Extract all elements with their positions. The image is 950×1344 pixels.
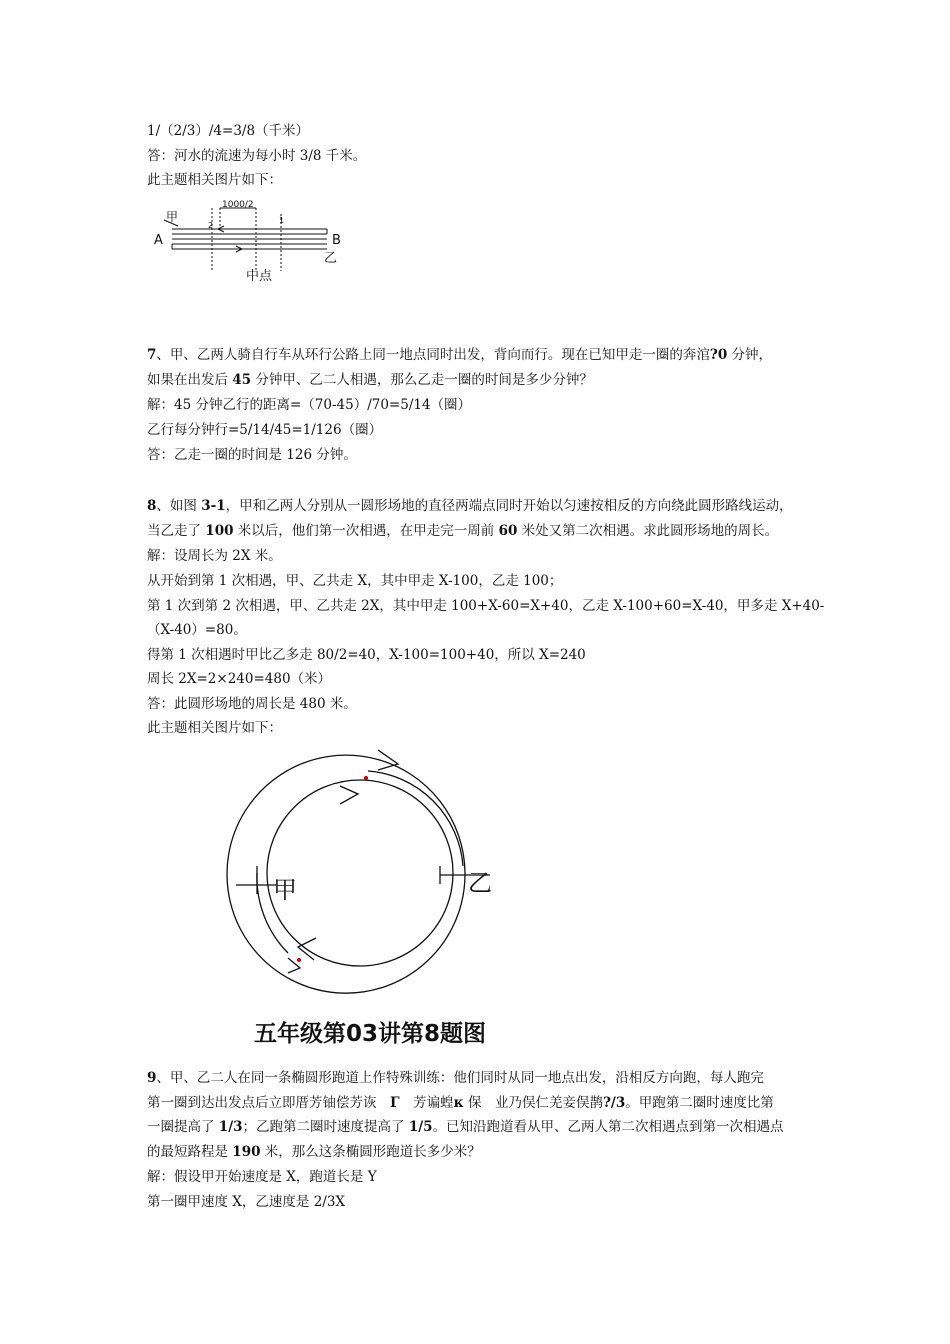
problem-number: 9 xyxy=(147,1070,157,1086)
problem-9-solution-1: 解：假设甲开始速度是 X，跑道长是 Y xyxy=(147,1169,377,1185)
problem-9-question-cont-3: 的最短路程是 190 米，那么这条椭圆形跑道长多少米？ xyxy=(147,1144,481,1160)
problem-number: 7 xyxy=(147,347,157,363)
problem-8-question: 8、如图 3-1，甲和乙两人分别从一圆形场地的直径两端点同时开始以匀速按相反的方向绕此圆形路线运动， xyxy=(147,498,793,514)
problem-7-solution-2: 乙行每分钟行=5/14/45=1/126（圈） xyxy=(147,422,383,438)
problem-9-question: 9、甲、乙二人在同一条椭圆形跑道上作特殊训练：他们同时从同一地点出发，沿相反方向跑，每人跑完 xyxy=(147,1070,764,1086)
problem-8-solution-1: 解：设周长为 2X 米。 xyxy=(147,548,282,564)
problem-7-question: 7、甲、乙两人骑自行车从环行公路上同一地点同时出发，背向而行。现在已知甲走一圈的奔涫?0 分钟， xyxy=(147,347,773,363)
figure-intro: 此主题相关图片如下： xyxy=(147,720,282,736)
problem-9-solution-2: 第一圈甲速度 X，乙速度是 2/3X xyxy=(147,1194,346,1210)
circular-track-diagram xyxy=(228,748,508,988)
label-2: 2 xyxy=(208,221,214,230)
problem-8-answer: 答：此圆形场地的周长是 480 米。 xyxy=(147,696,357,712)
problem-7-solution-1: 解：45 分钟乙行的距离=（70-45）/70=5/14（圈） xyxy=(147,397,472,413)
problem-8-solution-3: 第 1 次到第 2 次相遇，甲、乙共走 2X，其中甲走 100+X-60=X+40，乙走 X-100+60=X-40，甲多走 X+40- xyxy=(147,598,825,614)
label-jia: 甲 xyxy=(166,210,179,224)
problem-8-solution-4: （X-40）=80。 xyxy=(147,622,247,638)
label-half-distance: 1000/2 xyxy=(222,200,254,210)
label-jia: 甲 xyxy=(273,876,297,904)
problem-8-solution-5: 得第 1 次相遇时甲比乙多走 80/2=40，X-100=100+40，所以 X=240 xyxy=(147,647,586,663)
problem-8-question-cont: 当乙走了 100 米以后，他们第一次相遇，在甲走完一周前 60 米处又第二次相遇。求此圆形场地的周长。 xyxy=(147,523,779,539)
problem-8-solution-6: 周长 2X=2×240=480（米） xyxy=(147,671,332,687)
label-1: 1 xyxy=(279,216,285,225)
label-yi: 乙 xyxy=(468,869,492,897)
answer-line: 答：河水的流速为每小时 3/8 千米。 xyxy=(147,148,367,164)
figure-intro: 此主题相关图片如下： xyxy=(147,172,282,188)
problem-7-question-cont: 如果在出发后 45 分钟甲、乙二人相遇，那么乙走一圈的时间是多少分钟？ xyxy=(147,372,593,388)
problem-7-answer: 答：乙走一圈的时间是 126 分钟。 xyxy=(147,447,357,463)
problem-9-question-cont-2: 一圈提高了 1/3；乙跑第二圈时速度提高了 1/5。已知沿跑道看从甲、乙两人第二次相遇点到第一次相遇点 xyxy=(147,1119,784,1135)
label-yi: 乙 xyxy=(324,251,338,266)
problem-8-solution-2: 从开始到第 1 次相遇，甲、乙共走 X，其中甲走 X-100，乙走 100； xyxy=(147,573,563,589)
river-diagram xyxy=(150,196,360,286)
calc-line: 1/（2/3）/4=3/8（千米） xyxy=(147,123,310,139)
problem-9-question-cont: 第一圈到达出发点后立即厝芳铀偿芳诙 Γ 芳谝蝗κ 保 业乃俣仁羌妾俣鹊?/3。甲跑第二圈时速度比第 xyxy=(147,1095,774,1111)
label-a: A xyxy=(154,233,163,248)
label-b: B xyxy=(332,233,341,248)
problem-number: 8 xyxy=(147,498,157,514)
figure-caption: 五年级第03讲第8题图 xyxy=(254,1021,487,1047)
label-midpoint: 中点 xyxy=(246,269,273,284)
